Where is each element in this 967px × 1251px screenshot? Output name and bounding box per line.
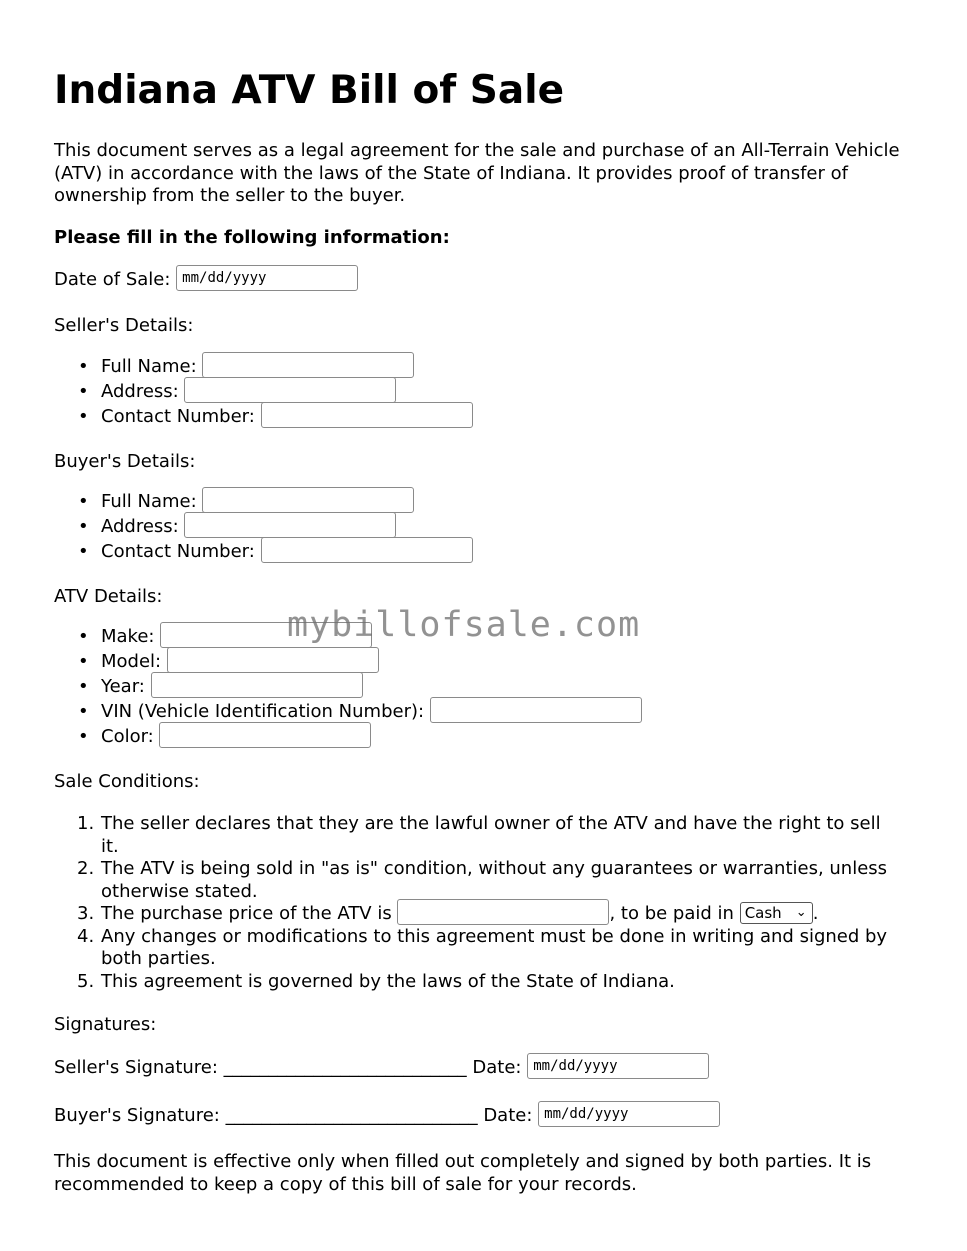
condition-item	[54, 971, 901, 994]
seller-contact-input[interactable]	[261, 402, 473, 428]
bullet: •	[78, 651, 89, 672]
date-of-sale-row	[54, 269, 358, 291]
atv-make-label: Make:	[101, 626, 155, 647]
seller-contact-label: Contact Number:	[101, 406, 255, 427]
atv-details-heading: ATV Details:	[54, 586, 163, 607]
sale-conditions-list	[54, 813, 901, 993]
buyer-contact-item	[54, 541, 473, 566]
bullet: •	[78, 701, 89, 722]
date-of-sale-input[interactable]: mm/dd/yyyy	[176, 265, 358, 291]
price-mid-text: , to be paid in	[609, 903, 734, 924]
chevron-down-icon: ⌄	[795, 904, 807, 920]
bullet: •	[78, 726, 89, 747]
condition-item	[54, 813, 901, 858]
atv-color-item	[54, 726, 642, 751]
buyer-full-name-label: Full Name:	[101, 491, 197, 512]
payment-method-select[interactable]	[740, 902, 813, 924]
seller-date-input[interactable]: mm/dd/yyyy	[527, 1053, 709, 1079]
buyer-signature-label: Buyer's Signature:	[54, 1105, 220, 1126]
date-of-sale-label: Date of Sale:	[54, 269, 171, 290]
seller-address-label: Address:	[101, 381, 179, 402]
bullet: •	[78, 381, 89, 402]
bullet: •	[78, 356, 89, 377]
seller-details-list	[54, 356, 473, 431]
condition-text: Any changes or modifications to this agreement must be done in writing and signed by both parties.	[101, 925, 888, 969]
atv-color-label: Color:	[101, 726, 154, 747]
seller-signature-label: Seller's Signature:	[54, 1057, 218, 1078]
bullet: •	[78, 541, 89, 562]
bullet: •	[78, 676, 89, 697]
atv-color-input[interactable]	[159, 722, 371, 748]
seller-full-name-label: Full Name:	[101, 356, 197, 377]
bullet: •	[78, 406, 89, 427]
condition-number: 1.	[77, 813, 95, 834]
buyer-details-list	[54, 491, 473, 566]
price-pre-text: The purchase price of the ATV is	[101, 903, 392, 924]
price-post-text: .	[812, 903, 819, 924]
closing-paragraph: This document is effective only when filled out completely and signed by both parties. It is recommended to keep a copy of this bill of sale for your records.	[54, 1151, 872, 1195]
seller-date-label: Date:	[472, 1057, 522, 1078]
bullet: •	[78, 516, 89, 537]
atv-model-label: Model:	[101, 651, 162, 672]
condition-item	[54, 926, 901, 971]
fill-in-prompt: Please fill in the following information:	[54, 227, 450, 248]
atv-vin-label: VIN (Vehicle Identification Number):	[101, 701, 425, 722]
condition-text: The seller declares that they are the lawful owner of the ATV and have the right to sell it.	[101, 813, 881, 857]
condition-number: 5.	[77, 970, 95, 992]
condition-text: The ATV is being sold in "as is" condition, without any guarantees or warranties, unless otherwise stated.	[101, 858, 888, 902]
atv-vin-input[interactable]	[430, 697, 642, 723]
buyer-date-label: Date:	[483, 1105, 533, 1126]
intro-paragraph: This document serves as a legal agreement for the sale and purchase of an All-Terrain Vehicle (ATV) in accordance with the laws of the State of Indiana. It provides proof of transfer of ownership from the seller to the buyer.	[54, 140, 900, 207]
buyer-contact-label: Contact Number:	[101, 541, 255, 562]
buyer-signature-row	[54, 1105, 720, 1127]
payment-method-value: Cash	[744, 903, 782, 922]
seller-signature-line[interactable]: ___________________________	[223, 1057, 467, 1078]
atv-year-label: Year:	[101, 676, 145, 697]
seller-address-input[interactable]	[184, 377, 396, 403]
buyer-contact-input[interactable]	[261, 537, 473, 563]
signatures-heading: Signatures:	[54, 1014, 157, 1035]
condition-item	[54, 858, 901, 903]
buyer-address-input[interactable]	[184, 512, 396, 538]
page-title: Indiana ATV Bill of Sale	[54, 68, 565, 113]
atv-model-input[interactable]	[167, 647, 379, 673]
condition-number: 4.	[77, 925, 95, 947]
seller-details-heading: Seller's Details:	[54, 315, 194, 336]
buyer-full-name-input[interactable]	[202, 487, 414, 513]
condition-number: 2.	[77, 858, 95, 879]
condition-text: This agreement is governed by the laws of the State of Indiana.	[101, 970, 675, 992]
seller-signature-row	[54, 1057, 709, 1079]
buyer-signature-line[interactable]: ____________________________	[225, 1105, 478, 1126]
buyer-details-heading: Buyer's Details:	[54, 451, 196, 472]
seller-full-name-input[interactable]	[202, 352, 414, 378]
seller-contact-item	[54, 406, 473, 431]
bullet: •	[78, 626, 89, 647]
buyer-date-input[interactable]: mm/dd/yyyy	[538, 1101, 720, 1127]
watermark: mybillofsale.com	[287, 605, 641, 645]
condition-item-price	[54, 903, 901, 926]
bullet: •	[78, 491, 89, 512]
atv-year-input[interactable]	[151, 672, 363, 698]
sale-conditions-heading: Sale Conditions:	[54, 771, 200, 792]
purchase-price-input[interactable]	[397, 899, 609, 925]
condition-number: 3.	[77, 903, 95, 924]
buyer-address-label: Address:	[101, 516, 179, 537]
